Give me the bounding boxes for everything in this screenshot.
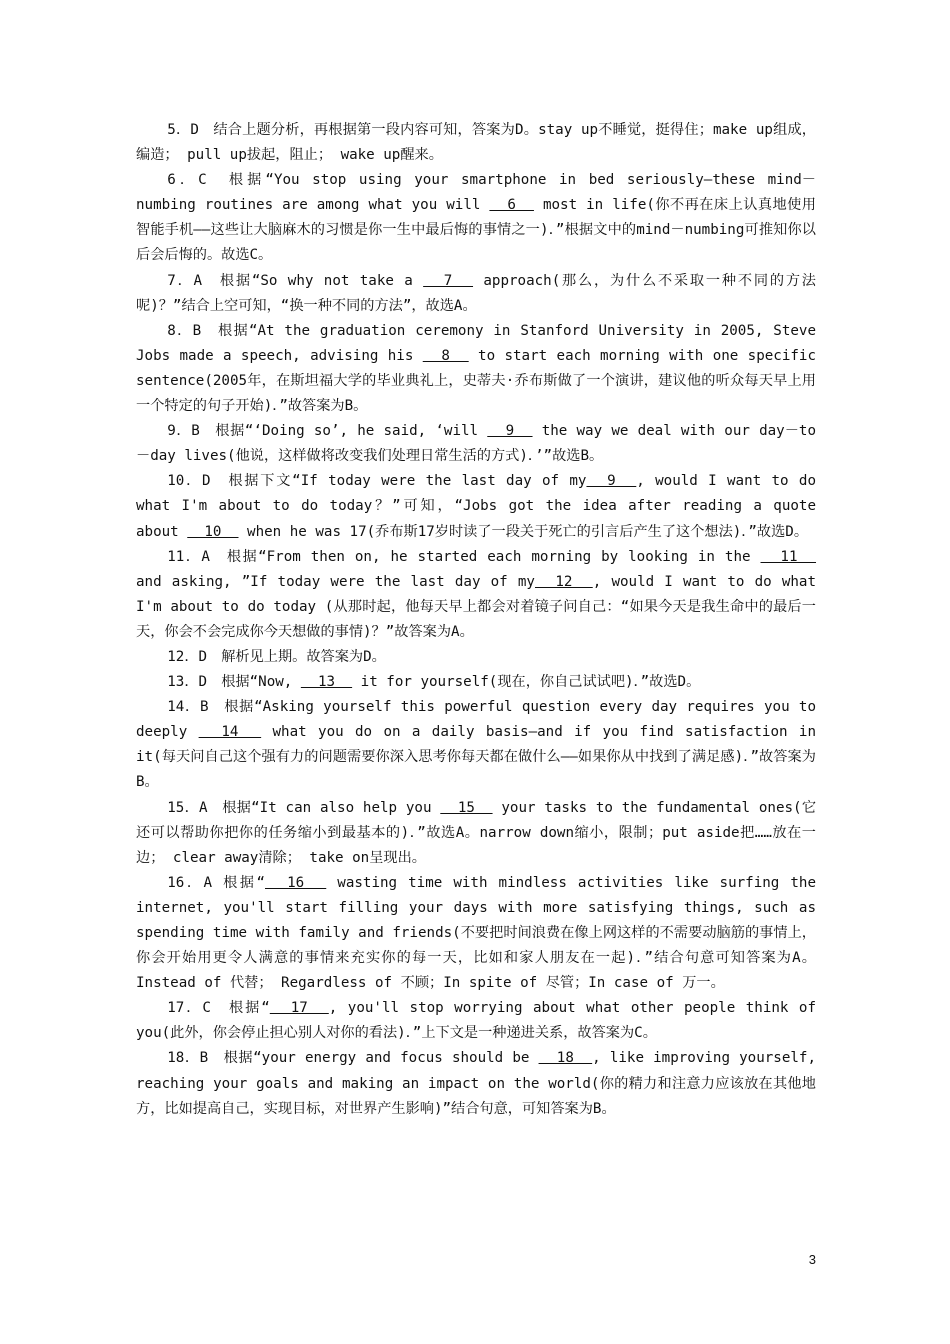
answer-blank: 17 — [269, 1000, 329, 1017]
answer-blank: 10 — [187, 523, 239, 540]
page-number: 3 — [808, 1252, 816, 1267]
explanation-11: 11．A 根据“From then on, he started each morning by looking in the 11 and asking, ”If today were the last day of my 12 , would I want to do what I'm about to do today (从那时起，他每天早上都会对着镜子问自己：“如果今天是我生命中的最后一天，你会不会完成你今天想做的事情)？”故答案为A。 — [136, 548, 817, 640]
answer-blank: 12 — [534, 573, 593, 590]
answer-blank: 9 — [487, 423, 533, 440]
explanation-14: 14．B 根据“Asking yourself this powerful question every day requires you to deeply 14 what you do on a daily basis—and if you find satisfaction in it(每天问自己这个强有力的问题需要你深入思考你每天都在做什么——如果你从中找到了满足感)．”故答案为B。 — [136, 699, 816, 791]
answer-blank: 7 — [423, 272, 474, 289]
answer-blank: 11 — [760, 548, 817, 565]
explanation-9: 9．B 根据“‘Doing so’, he said, ‘will 9 the way we deal with our day－to－day lives(他说，这样做将改变我们处理日常生活的方式)．’”故选B。 — [136, 423, 816, 465]
answer-blank: 18 — [538, 1050, 593, 1067]
answer-blank: 16 — [265, 874, 327, 891]
explanation-16: 16．A 根据“ 16 wasting time with mindless activities like surfing the internet, you'll start filling your days with more satisfying things, such as spending time with family and friends(不要把时间浪费在像上网这样的不需要动脑筋的事情上，你会开始用更令人满意的事情来充实你的每一天，比如和家人朋友在一起)．”结合句意可知答案为A。Instead of 代替； Regardless of 不顾；In spite of 尽管；In case of 万一。 — [136, 874, 817, 992]
answer-blank: 15 — [440, 799, 493, 816]
answer-blank: 13 — [300, 674, 353, 691]
explanation-12: 12．D 解析见上期。故答案为D。 — [167, 648, 386, 665]
explanation-18: 18．B 根据“your energy and focus should be 18 , like improving yourself, reaching your goals and making an impact on the world(你的精力和注意力应该放在其他地方，比如提高自己，实现目标，对世界产生影响)”结合句意，可知答案为B。 — [136, 1050, 817, 1117]
explanation-17: 17．C 根据“ 17 , you'll stop worrying about what other people think of you(此外，你会停止担心别人对你的看法)．”上下文是一种递进关系，故答案为C。 — [136, 1000, 816, 1042]
answer-blank: 14 — [198, 724, 262, 741]
explanation-7: 7．A 根据“So why not take a 7 approach(那么，为什么不采取一种不同的方法呢)？”结合上空可知，“换一种不同的方法”，故选A。 — [136, 272, 816, 314]
explanation-10: 10．D 根据下文“If today were the last day of my 9 , would I want to do what I'm about to do today？”可知，“Jobs got the idea after reading a quote about 10 when he was 17(乔布斯17岁时读了一段关于死亡的引言后产生了这个想法)．”故选D。 — [136, 473, 816, 540]
explanation-8: 8．B 根据“At the graduation ceremony in Stanford University in 2005, Steve Jobs made a speech, advising his 8 to start each morning with one specific sentence(2005年，在斯坦福大学的毕业典礼上，史蒂夫·乔布斯做了一个演讲，建议他的听众每天早上用一个特定的句子开始)．”故答案为B。 — [136, 322, 817, 415]
explanation-15: 15．A 根据“It can also help you 15 your tasks to the fundamental ones(它还可以帮助你把你的任务缩小到最基本的)．”故选A。narrow down缩小，限制；put aside把……放在一边； clear away清除； take on呈现出。 — [136, 799, 817, 866]
answer-explanations — [136, 118, 816, 1122]
explanation-6: 6．C 根据“You stop using your smartphone in bed seriously—these mind－numbing routines are among what you will 6 most in life(你不再在床上认真地使用智能手机——这些让大脑麻木的习惯是你一生中最后悔的事情之一)．”根据文中的mind－numbing可推知你以后会后悔的。故选C。 — [136, 172, 816, 264]
answer-blank: 6 — [489, 197, 534, 214]
answer-blank: 8 — [422, 347, 469, 364]
explanation-5: 5．D 结合上题分析，再根据第一段内容可知，答案为D。stay up不睡觉，挺得住；make up组成，编造； pull up拔起，阻止； wake up醒来。 — [136, 122, 816, 164]
explanation-13: 13．D 根据“Now, 13 it for yourself(现在，你自己试试吧)．”故选D。 — [167, 674, 701, 691]
answer-blank: 9 — [586, 473, 637, 490]
